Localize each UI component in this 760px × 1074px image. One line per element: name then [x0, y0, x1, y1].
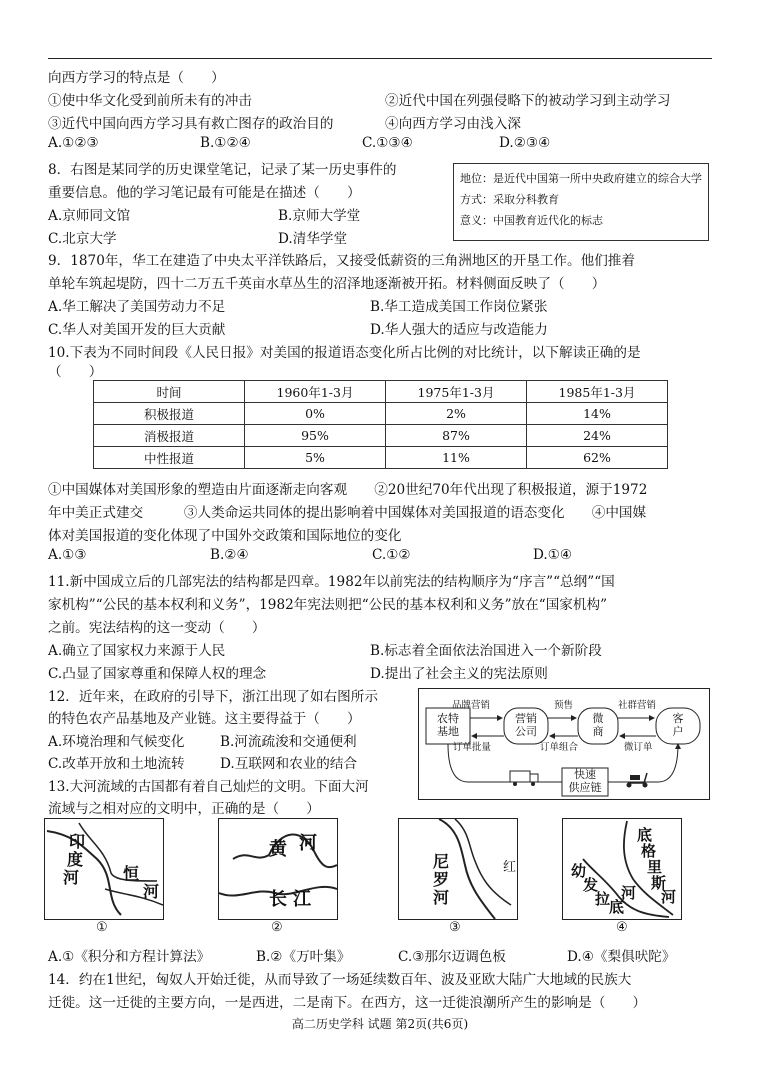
q10-text-line1: ①中国媒体对美国形象的塑造由片面逐渐走向客观 ②20世纪70年代出现了积极报道，源于1972: [48, 482, 648, 498]
q10-stem-line2: （ ）: [48, 364, 103, 380]
q7-item-4: ④向西方学习由浅入深: [385, 116, 521, 132]
table-cell: 14%: [527, 403, 668, 425]
map-number-2: ②: [271, 920, 283, 935]
table-cell: 11%: [386, 447, 527, 469]
map-label: 长: [269, 889, 287, 910]
class-note-box: [453, 163, 709, 241]
map-label: 红: [503, 860, 517, 875]
map-label: 江: [293, 889, 311, 910]
q12-option-d: D.互联网和农业的结合: [220, 756, 358, 772]
map-number-3: ③: [449, 920, 461, 935]
map-label: 拉: [595, 890, 611, 908]
q11-option-a: A.确立了国家权力来源于人民: [48, 643, 226, 659]
q12-stem-line1: 12．近年来，在政府的引导下，浙江出现了如右图所示: [48, 689, 378, 705]
map-label: 黄: [269, 839, 287, 860]
header-rule: [48, 58, 712, 59]
q12-option-c: C.改革开放和土地流转: [48, 756, 185, 772]
table-cell: 95%: [245, 425, 386, 447]
q13-option-d: D.④《梨俱吠陀》: [567, 949, 676, 965]
q11-stem-line2: 家机构”“公民的基本权利和义务”，1982年宪法则把“公民的基本权利和义务”放在“国家机构”: [48, 597, 608, 613]
map-label: 河: [63, 868, 80, 887]
q13-option-a: A.①《积分和方程计算法》: [48, 949, 211, 965]
edge-label-community-marketing: 社群营销: [618, 700, 657, 711]
map-number-1: ①: [96, 920, 108, 935]
map-label: 幼: [571, 862, 587, 880]
q9-option-d: D.华人强大的适应与改造能力: [370, 322, 548, 338]
q8-stem-line2: 重要信息。他的学习笔记最有可能是在描述（ ）: [48, 185, 361, 201]
q7-item-2: ②近代中国在列强侵略下的被动学习到主动学习: [385, 93, 671, 109]
q14-stem-line1: 14．约在1世纪，匈奴人开始迁徙，从而导致了一场延续数百年、波及亚欧大陆广大地域的民族大: [48, 972, 632, 988]
table-header-cell: 1985年1-3月: [527, 381, 668, 403]
q11-stem-line3: 之前。宪法结构的这一变动（ ）: [48, 620, 266, 636]
map-tigris-euphrates: [562, 818, 682, 920]
map-label: 里: [647, 858, 663, 876]
q12-option-a: A.环境治理和气候变化: [48, 734, 185, 750]
q9-option-a: A.华工解决了美国劳动力不足: [48, 299, 226, 315]
q11-stem-line1: 11.新中国成立后的几部宪法的结构都是四章。1982年以前宪法的结构顺序为“序言”“总纲”“国: [48, 574, 615, 590]
table-header-cell: 时间: [94, 381, 245, 403]
edge-label-brand-marketing: 品牌营销: [452, 700, 491, 711]
table-cell: 0%: [245, 403, 386, 425]
q13-option-c: C.③那尔迈调色板: [398, 949, 506, 965]
q10-option-b: B.②④: [210, 547, 249, 563]
q7-item-1: ①使中华文化受到前所未有的冲击: [48, 93, 252, 109]
map-indus-ganges: [44, 818, 164, 920]
node-farm-base-label: 农特 基地: [437, 712, 459, 738]
q7-option-d: D.②③④: [499, 135, 551, 151]
q10-text-line3: 体对美国报道的变化体现了中国外交政策和国际地位的变化: [48, 528, 402, 544]
node-marketing-company-label: 营销 公司: [515, 712, 537, 738]
q10-option-d: D.①④: [533, 547, 573, 563]
q10-stem-line1: 10.下表为不同时间段《人民日报》对美国的报道语态变化所占比例的对比统计，以下解读正确的是: [48, 345, 641, 361]
table-cell: 62%: [527, 447, 668, 469]
q7-option-a: A.①②③: [48, 135, 99, 151]
q8-option-a: A.京师同文馆: [48, 208, 131, 224]
q10-option-a: A.①③: [48, 547, 87, 563]
node-micro-merchant-label: 微 商: [592, 712, 604, 738]
node-supply-chain-label: 快速 供应链: [568, 768, 602, 794]
q11-option-b: B.标志着全面依法治国进入一个新阶段: [370, 643, 602, 659]
report-ratio-table: [93, 380, 668, 469]
map-label: 底: [637, 826, 653, 844]
q10-option-c: C.①②: [372, 547, 411, 563]
map-label: 印: [69, 832, 86, 851]
table-header-cell: 1960年1-3月: [245, 381, 386, 403]
q9-option-c: C.华人对美国开发的巨大贡献: [48, 322, 226, 338]
map-label: 尼: [433, 852, 450, 871]
table-row: [94, 425, 668, 447]
edge-label-micro-order: 微订单: [624, 742, 653, 753]
q8-option-d: D.清华学堂: [278, 231, 348, 247]
edge-label-combined-order: 订单组合: [540, 742, 579, 753]
q12-stem-line2: 的特色农产品基地及产业链。这主要得益于（ ）: [48, 711, 361, 727]
q9-stem-line2: 单轮车筑起堤防，四十二万五千英亩水草丛生的沼泽地逐渐被开拓。材料侧面反映了（ ）: [48, 276, 606, 292]
table-cell: 2%: [386, 403, 527, 425]
q7-option-b: B.①②④: [200, 135, 251, 151]
table-row: [94, 447, 668, 469]
q10-text-line2: 年中美正式建交 ③人类命运共同体的提出影响着中国媒体对美国报道的语态变化 ④中国媒: [48, 505, 647, 521]
table-cell: 积极报道: [94, 403, 245, 425]
map-number-4: ④: [616, 920, 628, 935]
map-nile: [398, 818, 518, 920]
map-label: 河: [661, 888, 677, 906]
q7-option-c: C.①③④: [362, 135, 413, 151]
map-label: 罗: [433, 870, 450, 889]
map-label: 格: [641, 842, 657, 860]
map-label: 底: [609, 898, 625, 916]
map-label: 发: [583, 876, 599, 894]
q8-option-b: B.京师大学堂: [278, 208, 361, 224]
q14-stem-line2: 迁徙。这一迁徙的主要方向，一是西进，二是南下。在西方，这一迁徙浪潮所产生的影响是（ ）: [48, 995, 647, 1011]
table-header-row: [94, 381, 668, 403]
table-cell: 5%: [245, 447, 386, 469]
table-cell: 24%: [527, 425, 668, 447]
edge-label-bulk-order: 订单批量: [453, 742, 492, 753]
page-footer: 高二历史学科 试题 第2页(共6页): [291, 1017, 469, 1031]
q13-stem-line1: 13.大河流域的古国都有着自己灿烂的文明。下面大河: [48, 779, 369, 795]
table-header-cell: 1975年1-3月: [386, 381, 527, 403]
edge-label-presale: 预售: [554, 700, 574, 711]
map-label: 河: [621, 884, 637, 902]
q13-option-b: B.②《万叶集》: [256, 949, 351, 965]
node-customer-label: 客 户: [672, 712, 684, 738]
q8-stem-line1: 8．右图是某同学的历史课堂笔记，记录了某一历史事件的: [48, 162, 397, 178]
note-status: 地位：是近代中国第一所中央政府建立的综合大学: [460, 172, 702, 185]
map-label: 斯: [651, 874, 667, 892]
table-cell: 中性报道: [94, 447, 245, 469]
q12-option-b: B.河流疏浚和交通便利: [220, 734, 357, 750]
table-row: [94, 403, 668, 425]
map-yellow-yangtze: [218, 818, 338, 920]
map-label: 河: [433, 888, 450, 907]
q8-option-c: C.北京大学: [48, 231, 117, 247]
map-label: 河: [299, 833, 317, 854]
map-label: 度: [67, 850, 84, 869]
q9-stem-line1: 9．1870年，华工在建造了中央太平洋铁路后，又接受低薪资的三角洲地区的开垦工作。他们推着: [48, 253, 635, 269]
table-cell: 87%: [386, 425, 527, 447]
table-cell: 消极报道: [94, 425, 245, 447]
q9-option-b: B.华工造成美国工作岗位紧张: [370, 299, 548, 315]
note-method: 方式：采取分科教育: [460, 193, 559, 206]
q11-option-d: D.提出了社会主义的宪法原则: [370, 666, 548, 682]
q11-option-c: C.凸显了国家尊重和保障人权的理念: [48, 666, 267, 682]
q13-stem-line2: 流域与之相对应的文明中，正确的是（ ）: [48, 801, 320, 817]
q7-stem-tail: 向西方学习的特点是（ ）: [48, 70, 225, 86]
q7-item-3: ③近代中国向西方学习具有救亡图存的政治目的: [48, 116, 334, 132]
map-label: 河: [143, 882, 160, 901]
note-significance: 意义：中国教育近代化的标志: [460, 214, 603, 227]
map-label: 恒: [123, 864, 140, 883]
